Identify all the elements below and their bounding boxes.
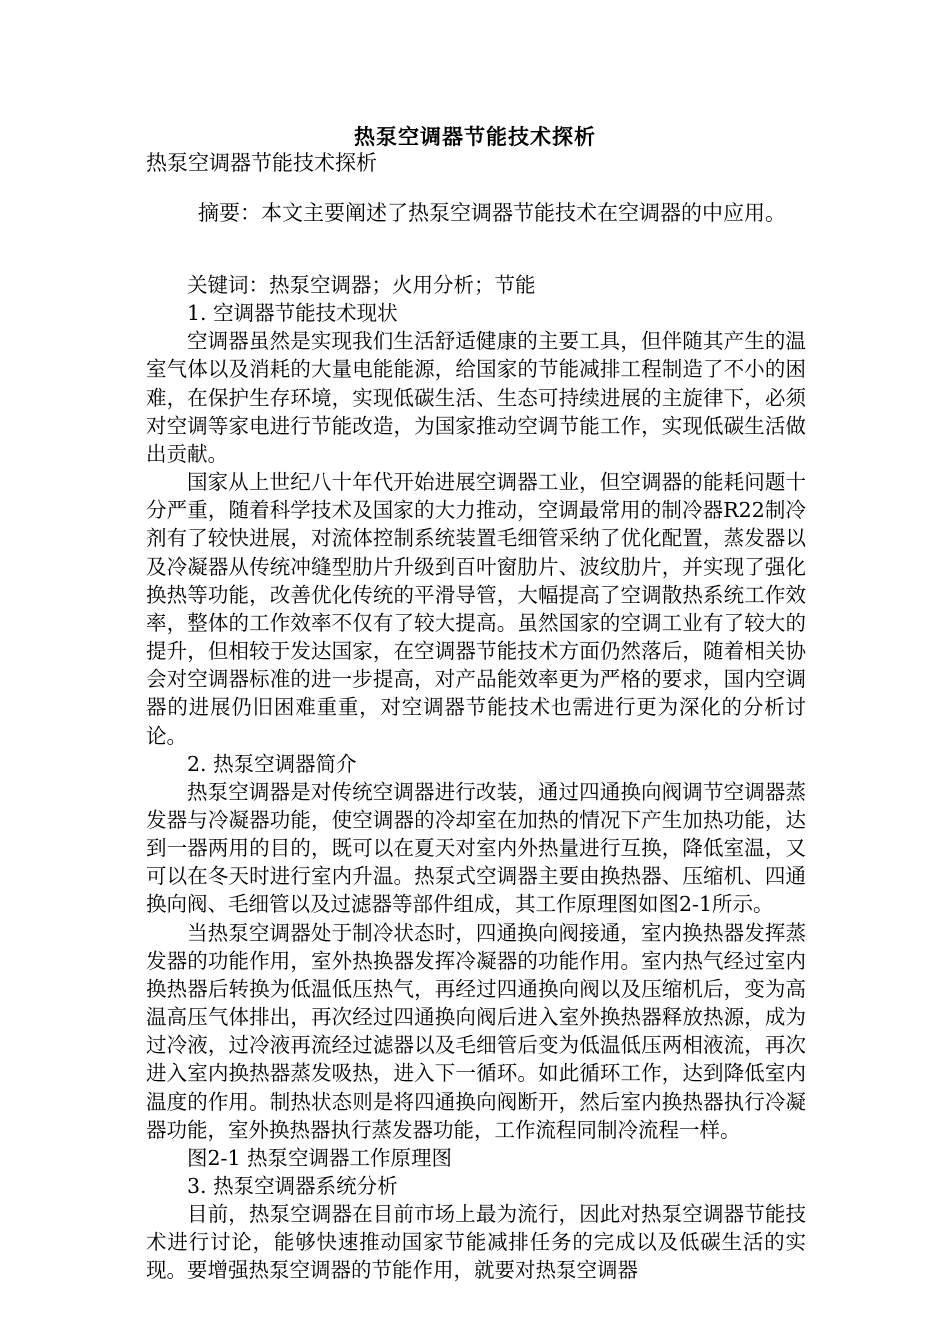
figure-caption: 图2-1 热泵空调器工作原理图 (187, 1145, 453, 1170)
paragraph: 热泵空调器是对传统空调器进行改装，通过四通换向阀调节空调器蒸发器与冷凝器功能，使空调器的冷却室在加热的情况下产生加热功能，达到一器两用的目的，既可以在夏天对室内外热量进行互换，降低室温，又可以在冬天时进行室内升温。热泵式空调器主要由换热器、压缩机、四通换向阀、毛细管以及过滤器等部件组成，其工作原理图如图2-1所示。 (146, 779, 806, 917)
paragraph: 空调器虽然是实现我们生活舒适健康的主要工具，但伴随其产生的温室气体以及消耗的大量电能能源，给国家的节能减排工程制造了不小的困难，在保护生存环境，实现低碳生活、生态可持续进展的主旋律下，必须对空调等家电进行节能改造，为国家推动空调节能工作，实现低碳生活做出贡献。 (146, 329, 806, 466)
abstract: 摘要：本文主要阐述了热泵空调器节能技术在空调器的中应用。 (198, 201, 786, 225)
document-body (146, 271, 806, 1285)
document-title: 热泵空调器节能技术探析 (354, 124, 596, 149)
paragraph: 当热泵空调器处于制冷状态时，四通换向阀接通，室内换热器发挥蒸发器的功能作用，室外热换器发挥冷凝器的功能作用。室内热气经过室内换热器后转换为低温低压热气，再经过四通换向阀以及压缩机后，变为高温高压气体排出，再次经过四通换向阀后进入室外换热器释放热源，成为过冷液，过冷液再流经过滤器以及毛细管后变为低温低压两相液流，再次进入室内换热器蒸发吸热，进入下一循环。如此循环工作，达到降低室内温度的作用。制热状态则是将四通换向阀断开，然后室内换热器执行冷凝器功能，室外换热器执行蒸发器功能，工作流程同制冷流程一样。 (146, 920, 806, 1142)
section-heading-2: 2. 热泵空调器简介 (187, 751, 357, 776)
section-heading-3: 3. 热泵空调器系统分析 (187, 1174, 398, 1198)
paragraph: 目前，热泵空调器在目前市场上最为流行，因此对热泵空调器节能技术进行讨论，能够快速推动国家节能减排任务的完成以及低碳生活的实现。要增强热泵空调器的节能作用，就要对热泵空调器 (146, 1202, 806, 1283)
document-subtitle: 热泵空调器节能技术探析 (146, 151, 377, 175)
paragraph: 国家从上世纪八十年代开始进展空调器工业，但空调器的能耗问题十分严重，随着科学技术及国家的大力推动，空调最常用的制冷器R22制冷剂有了较快进展，对流体控制系统装置毛细管采纳了优化配置，蒸发器以及冷凝器从传统冲缝型肋片升级到百叶窗肋片、波纹肋片，并实现了强化换热等功能，改善优化传统的平滑导管，大幅提高了空调散热系统工作效率，整体的工作效率不仅有了较大提高。虽然国家的空调工业有了较大的提升，但相较于发达国家，在空调器节能技术方面仍然落后，随着相关协会对空调器标准的进一步提高，对产品能效率更为严格的要求，国内空调器的进展仍旧困难重重，对空调器节能技术也需进行更为深化的分析讨论。 (146, 470, 806, 748)
keywords: 关键词：热泵空调器；火用分析；节能 (187, 273, 536, 297)
section-heading-1: 1. 空调器节能技术现状 (187, 301, 398, 326)
